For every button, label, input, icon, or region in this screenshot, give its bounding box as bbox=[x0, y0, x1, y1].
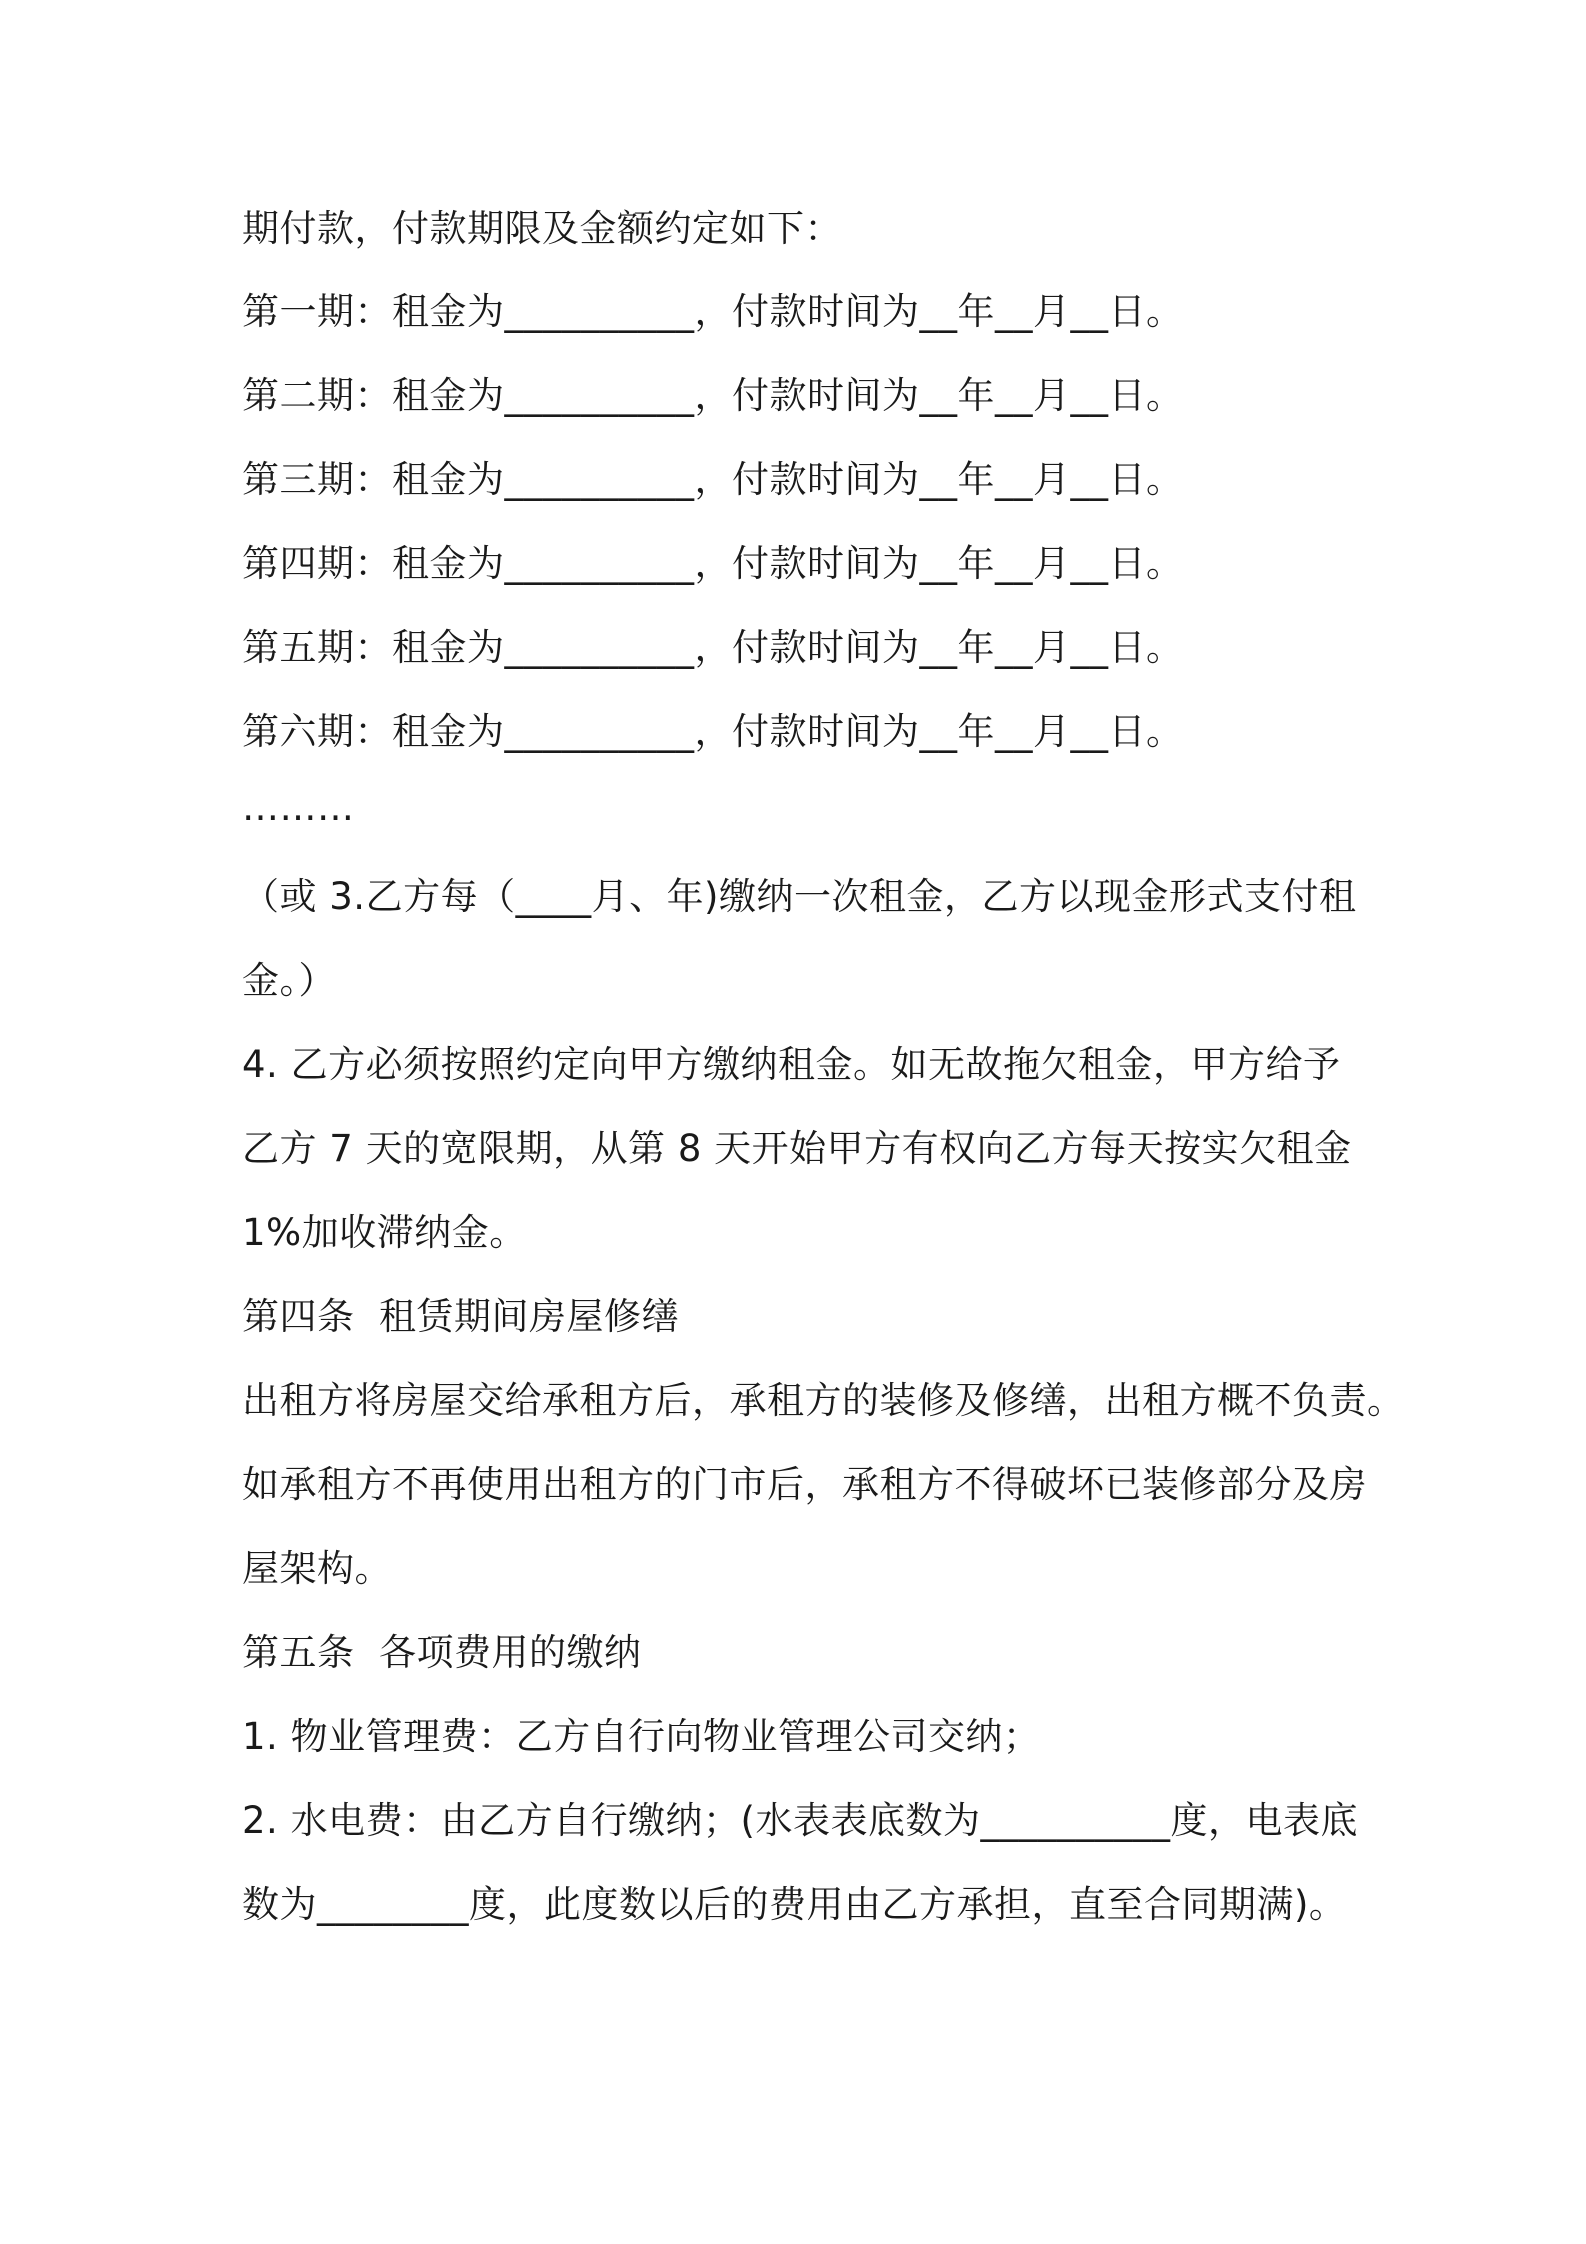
installment-1: 第一期：租金为__________，付款时间为__年__月__日。 bbox=[242, 290, 1184, 333]
clause-alt-3-line2: 金。） bbox=[242, 959, 336, 1002]
installment-4: 第四期：租金为__________，付款时间为__年__月__日。 bbox=[242, 542, 1184, 585]
article-4-heading: 第四条 租赁期间房屋修缮 bbox=[242, 1295, 680, 1338]
article-4-para-line3: 屋架构。 bbox=[242, 1547, 392, 1590]
article-5-item-1: 1. 物业管理费：乙方自行向物业管理公司交纳； bbox=[242, 1715, 1041, 1758]
installment-6: 第六期：租金为__________，付款时间为__年__月__日。 bbox=[242, 710, 1184, 753]
clause-4-line1: 4. 乙方必须按照约定向甲方缴纳租金。如无故拖欠租金，甲方给予 bbox=[242, 1043, 1341, 1086]
article-5-item-2-line1: 2. 水电费：由乙方自行缴纳；(水表表底数为__________度，电表底 bbox=[242, 1799, 1358, 1842]
installment-5: 第五期：租金为__________，付款时间为__年__月__日。 bbox=[242, 626, 1184, 669]
article-5-heading: 第五条 各项费用的缴纳 bbox=[242, 1631, 642, 1674]
article-5-item-2-line2: 数为________度，此度数以后的费用由乙方承担，直至合同期满)。 bbox=[242, 1883, 1347, 1926]
clause-4-line3: 1%加收滞纳金。 bbox=[242, 1211, 527, 1254]
paragraph-intro: 期付款，付款期限及金额约定如下： bbox=[242, 207, 842, 250]
article-4-para-line2: 如承租方不再使用出租方的门市后，承租方不得破坏已装修部分及房 bbox=[242, 1463, 1367, 1506]
installment-2: 第二期：租金为__________，付款时间为__年__月__日。 bbox=[242, 374, 1184, 417]
clause-alt-3-line1: （或 3.乙方每（____月、年)缴纳一次租金，乙方以现金形式支付租 bbox=[242, 875, 1357, 918]
article-4-para-line1: 出租方将房屋交给承租方后，承租方的装修及修缮，出租方概不负责。 bbox=[242, 1379, 1405, 1422]
ellipsis-line: ……… bbox=[242, 786, 355, 829]
installment-3: 第三期：租金为__________，付款时间为__年__月__日。 bbox=[242, 458, 1184, 501]
clause-4-line2: 乙方 7 天的宽限期，从第 8 天开始甲方有权向乙方每天按实欠租金 bbox=[242, 1127, 1352, 1170]
